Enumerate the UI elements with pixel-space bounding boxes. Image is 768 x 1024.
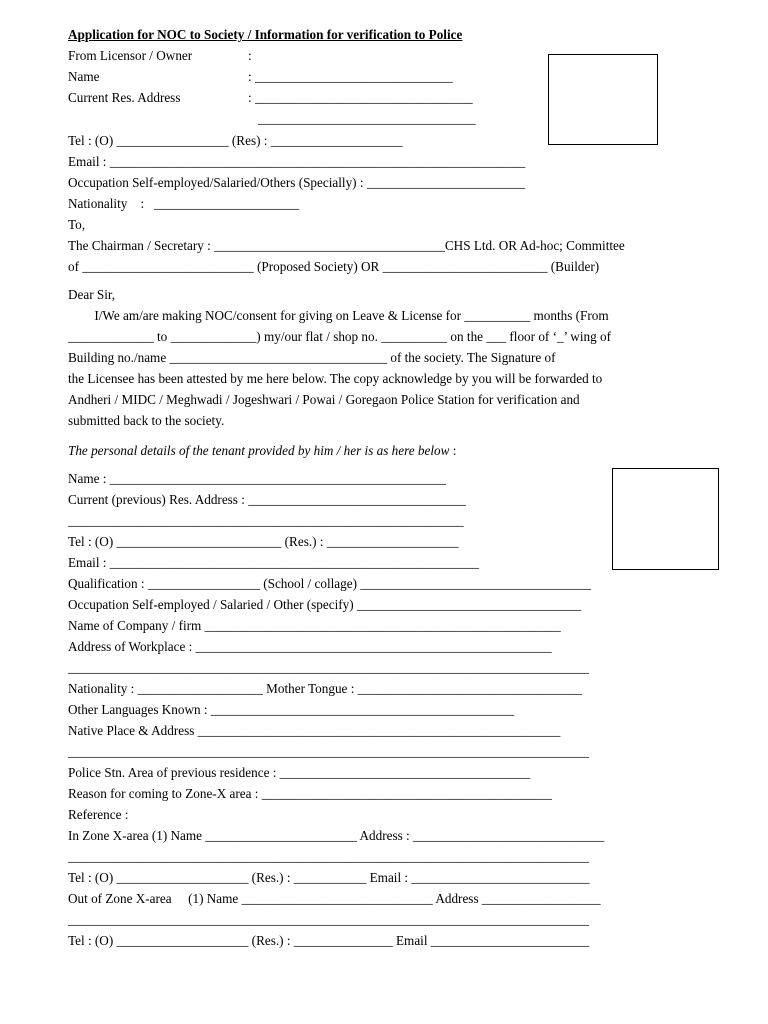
tenant-workplace-blank[interactable]: _______________________________________________________________________________: [68, 660, 589, 675]
tenant-nationality-line[interactable]: Nationality : ___________________ Mother Tongue : __________________________________: [68, 681, 582, 696]
chairman-line[interactable]: The Chairman / Secretary : ___________________________________CHS Ltd. OR Ad-hoc; Committee: [68, 238, 625, 253]
letter-line-6: submitted back to the society.: [68, 413, 225, 428]
tenant-native-line[interactable]: Native Place & Address _______________________________________________________: [68, 723, 561, 738]
owner-address-field-2[interactable]: _________________________________: [258, 111, 476, 126]
form-title: Application for NOC to Society / Information for verification to Police: [68, 27, 463, 42]
tenant-tel-line[interactable]: Tel : (O) _________________________ (Res.) : ____________________: [68, 534, 459, 549]
tenant-qualification-line[interactable]: Qualification : _________________ (School / collage) ___________________________________: [68, 576, 592, 591]
out-zone-reference-blank[interactable]: _______________________________________________________________________________: [68, 912, 589, 927]
to-line: To,: [68, 217, 86, 232]
out-zone-tel-line[interactable]: Tel : (O) ____________________ (Res.) : _______________ Email ________________________: [68, 933, 590, 948]
in-zone-reference-line[interactable]: In Zone X-area (1) Name _______________________ Address : _____________________________: [68, 828, 605, 843]
in-zone-reference-blank[interactable]: _______________________________________________________________________________: [68, 849, 589, 864]
letter-line-5: Andheri / MIDC / Meghwadi / Jogeshwari / Powai / Goregaon Police Station for verification and: [68, 392, 580, 407]
letter-line-1: I/We am/are making NOC/consent for giving on Leave & License for __________ months (From: [68, 308, 609, 323]
society-of-line[interactable]: of __________________________ (Proposed Society) OR _________________________ (Builder): [68, 259, 600, 274]
tenant-intro: [68, 443, 456, 459]
tenant-company-line[interactable]: Name of Company / firm ______________________________________________________: [68, 618, 561, 633]
from-owner-colon: :: [248, 48, 252, 63]
from-owner-label: From Licensor / Owner: [68, 48, 193, 63]
tenant-email-line[interactable]: Email : ________________________________________________________: [68, 555, 480, 570]
tenant-intro-text: The personal details of the tenant provided by him / her is as here below: [68, 443, 450, 458]
owner-name-label: Name: [68, 69, 100, 84]
tenant-name-line[interactable]: Name : ___________________________________________________: [68, 471, 447, 486]
letter-line-3: Building no./name _________________________________ of the society. The Signature of: [68, 350, 556, 365]
owner-name-field[interactable]: : ______________________________: [248, 69, 453, 84]
letter-line-2: _____________ to _____________) my/our flat / shop no. __________ on the ___ floor of ‘_’ wing of: [68, 329, 611, 344]
owner-tel-line[interactable]: Tel : (O) _________________ (Res) : ____________________: [68, 133, 403, 148]
out-zone-reference-line[interactable]: Out of Zone X-area (1) Name _____________________________ Address __________________: [68, 891, 601, 906]
owner-address-label: Current Res. Address: [68, 90, 181, 105]
tenant-intro-colon: :: [449, 443, 457, 458]
tenant-languages-line[interactable]: Other Languages Known : ______________________________________________: [68, 702, 515, 717]
salutation: Dear Sir,: [68, 287, 116, 302]
owner-occupation-line[interactable]: Occupation Self-employed/Salaried/Others (Specially) : ________________________: [68, 175, 526, 190]
owner-address-field-1[interactable]: : _________________________________: [248, 90, 473, 105]
owner-photo-box: [548, 54, 658, 145]
tenant-reason-line[interactable]: Reason for coming to Zone-X area : ____________________________________________: [68, 786, 552, 801]
reference-label: Reference :: [68, 807, 129, 822]
tenant-police-line[interactable]: Police Stn. Area of previous residence : ______________________________________: [68, 765, 531, 780]
owner-nationality-line[interactable]: Nationality : ______________________: [68, 196, 300, 211]
tenant-native-blank[interactable]: _______________________________________________________________________________: [68, 744, 589, 759]
tenant-occupation-line[interactable]: Occupation Self-employed / Salaried / Other (specify) __________________________________: [68, 597, 582, 612]
letter-line-4: the Licensee has been attested by me here below. The copy acknowledge by you will be forwarded to: [68, 371, 603, 386]
tenant-address-blank[interactable]: ____________________________________________________________: [68, 513, 464, 528]
tenant-photo-box: [612, 468, 719, 570]
in-zone-tel-line[interactable]: Tel : (O) ____________________ (Res.) : ___________ Email : ___________________________: [68, 870, 590, 885]
tenant-workplace-line[interactable]: Address of Workplace : ______________________________________________________: [68, 639, 552, 654]
owner-email-line[interactable]: Email : _______________________________________________________________: [68, 154, 526, 169]
tenant-address-line[interactable]: Current (previous) Res. Address : _________________________________: [68, 492, 466, 507]
